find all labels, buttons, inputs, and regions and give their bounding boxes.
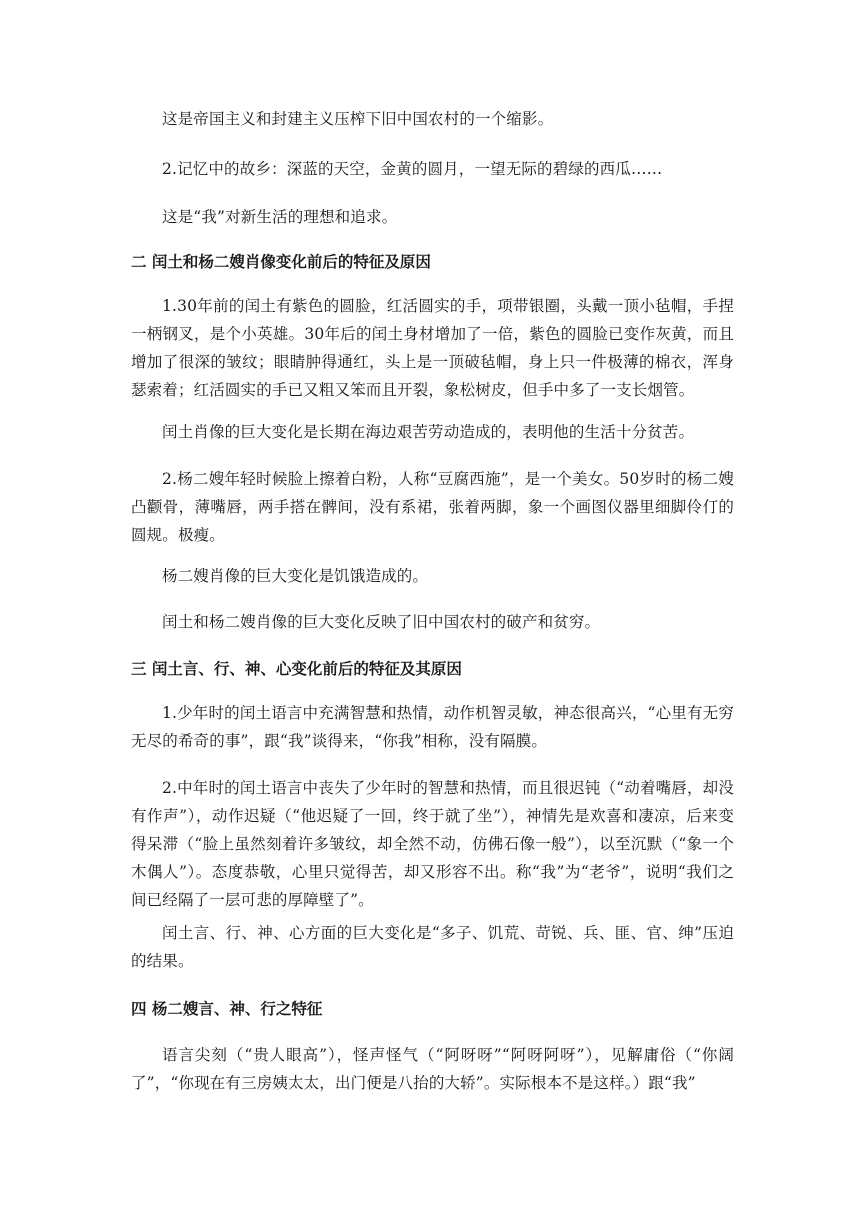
- paragraph: 这是“我”对新生活的理想和追求。: [162, 208, 398, 226]
- paragraph: 1.30年前的闰土有紫色的圆脸，红活圆实的手，项带银圈，头戴一顶小毡帽，手捏一柄钢叉，是个小英雄。30年后的闰土身材增加了一倍，紫色的圆脸已变作灰黄，而且增加了很深的皱纹；眼睛肿得通红，头上是一顶破毡帽，身上只一件极薄的棉衣，浑身瑟索着；红活圆实的手已又粗又笨而且开裂，象松树皮，但手中多了一支长烟管。: [131, 297, 734, 399]
- paragraph: 2.杨二嫂年轻时候脸上擦着白粉，人称“豆腐西施”，是一个美女。50岁时的杨二嫂凸颧骨，薄嘴唇，两手搭在髀间，没有系裙，张着两脚，象一个画图仪器里细脚伶仃的圆规。极瘦。: [131, 470, 734, 544]
- section-heading: 二 闰土和杨二嫂肖像变化前后的特征及原因: [131, 253, 431, 271]
- paragraph: 闰土肖像的巨大变化是长期在海边艰苦劳动造成的，表明他的生活十分贫苦。: [162, 423, 695, 441]
- paragraph: 杨二嫂肖像的巨大变化是饥饿造成的。: [162, 567, 429, 585]
- section-heading: 四 杨二嫂言、神、行之特征: [131, 1000, 323, 1018]
- section-heading: 三 闰土言、行、神、心变化前后的特征及其原因: [131, 660, 462, 678]
- paragraph: 1.少年时的闰土语言中充满智慧和热情，动作机智灵敏，神态很高兴，“心里有无穷无尽的希奇的事”，跟“我”谈得来，“你我”相称，没有隔膜。: [131, 704, 734, 750]
- paragraph: 语言尖刻（“贵人眼高”），怪声怪气（“阿呀呀”“阿呀阿呀”），见解庸俗（“你阔了”，“你现在有三房姨太太，出门便是八抬的大轿”。实际根本不是这样。）跟“我”: [131, 1046, 734, 1092]
- paragraph: 闰土言、行、神、心方面的巨大变化是“多子、饥荒、苛锐、兵、匪、官、绅”压迫的结果。: [131, 924, 734, 970]
- paragraph: 闰土和杨二嫂肖像的巨大变化反映了旧中国农村的破产和贫穷。: [162, 613, 601, 631]
- paragraph: 2.记忆中的故乡：深蓝的天空，金黄的圆月，一望无际的碧绿的西瓜……: [162, 160, 663, 178]
- paragraph: 这是帝国主义和封建主义压榨下旧中国农村的一个缩影。: [162, 110, 554, 128]
- paragraph: 2.中年时的闰土语言中丧失了少年时的智慧和热情，而且很迟钝（“动着嘴唇，却没有作声”），动作迟疑（“他迟疑了一回，终于就了坐”），神情先是欢喜和凄凉，后来变得呆滞（“脸上虽然刻着许多皱纹，却全然不动，仿佛石像一般”），以至沉默（“象一个木偶人”）。态度恭敬，心里只觉得苦，却又形容不出。称“我”为“老爷”，说明“我们之间已经隔了一层可悲的厚障壁了”。: [131, 779, 734, 909]
